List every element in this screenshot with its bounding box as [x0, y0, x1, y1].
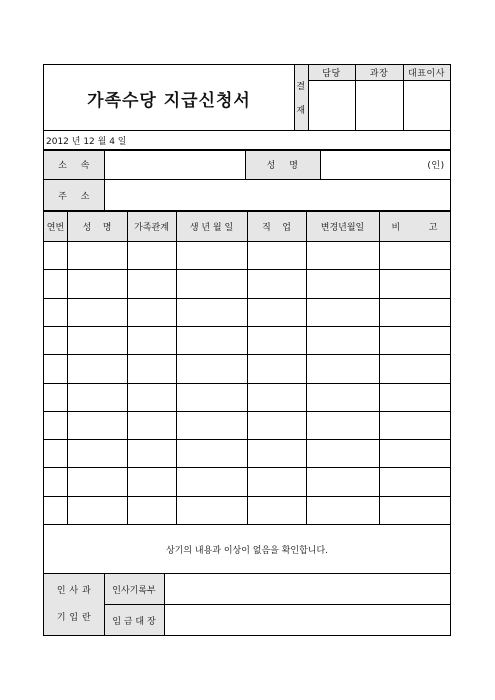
hr-row2-label: 임 금 대 장: [112, 616, 156, 627]
header-name: 성 명: [82, 223, 112, 233]
approval-sign-staff[interactable]: [309, 81, 354, 129]
affiliation-field[interactable]: [105, 151, 244, 179]
address-field[interactable]: [105, 181, 450, 209]
approval-header-ceo: 대표이사: [408, 69, 445, 79]
table-row[interactable]: [44, 327, 450, 354]
table-row[interactable]: [44, 440, 450, 467]
approval-header-staff: 담당: [322, 69, 341, 79]
name-field[interactable]: [321, 151, 421, 179]
date-line: 2012 년 12 월 4 일: [46, 136, 127, 147]
approval-label-top: 결: [296, 81, 306, 92]
header-no: 연번: [46, 223, 65, 233]
approval-sign-manager[interactable]: [356, 81, 402, 129]
approval-sign-ceo[interactable]: [404, 81, 450, 129]
seal-mark: (인): [427, 161, 445, 171]
affiliation-label: 소 속: [58, 161, 90, 171]
hr-label-line2: 기 입 란: [56, 612, 92, 623]
address-label: 주 소: [58, 191, 90, 202]
header-birthdate: 생 년 월 일: [189, 223, 234, 233]
name-label: 성 명: [266, 161, 299, 171]
page-title: 가족수당 지급신청서: [87, 90, 251, 111]
header-job: 직 업: [262, 223, 291, 233]
table-row[interactable]: [44, 299, 450, 326]
header-change-date: 변경년월일: [320, 223, 365, 233]
hr-row2-field[interactable]: [165, 605, 450, 635]
confirm-text: 상기의 내용과 이상이 없음을 확인합니다.: [165, 545, 329, 556]
approval-header-manager: 과장: [369, 69, 389, 79]
approval-label-bottom: 재: [296, 105, 306, 116]
hr-row1-label: 인사기록부: [112, 585, 156, 596]
table-row[interactable]: [44, 355, 450, 382]
header-relation: 가족관계: [134, 223, 169, 233]
table-row[interactable]: [44, 497, 450, 524]
table-row[interactable]: [44, 468, 450, 495]
header-note: 비 고: [391, 223, 438, 233]
hr-label-line1: 인 사 과: [56, 585, 92, 596]
info-mid-line: [43, 179, 451, 180]
hr-row1-field[interactable]: [165, 574, 450, 604]
table-row[interactable]: [44, 270, 450, 297]
table-row[interactable]: [44, 412, 450, 439]
table-row[interactable]: [44, 384, 450, 411]
table-row[interactable]: [44, 242, 450, 269]
approval-divider: [294, 64, 295, 130]
